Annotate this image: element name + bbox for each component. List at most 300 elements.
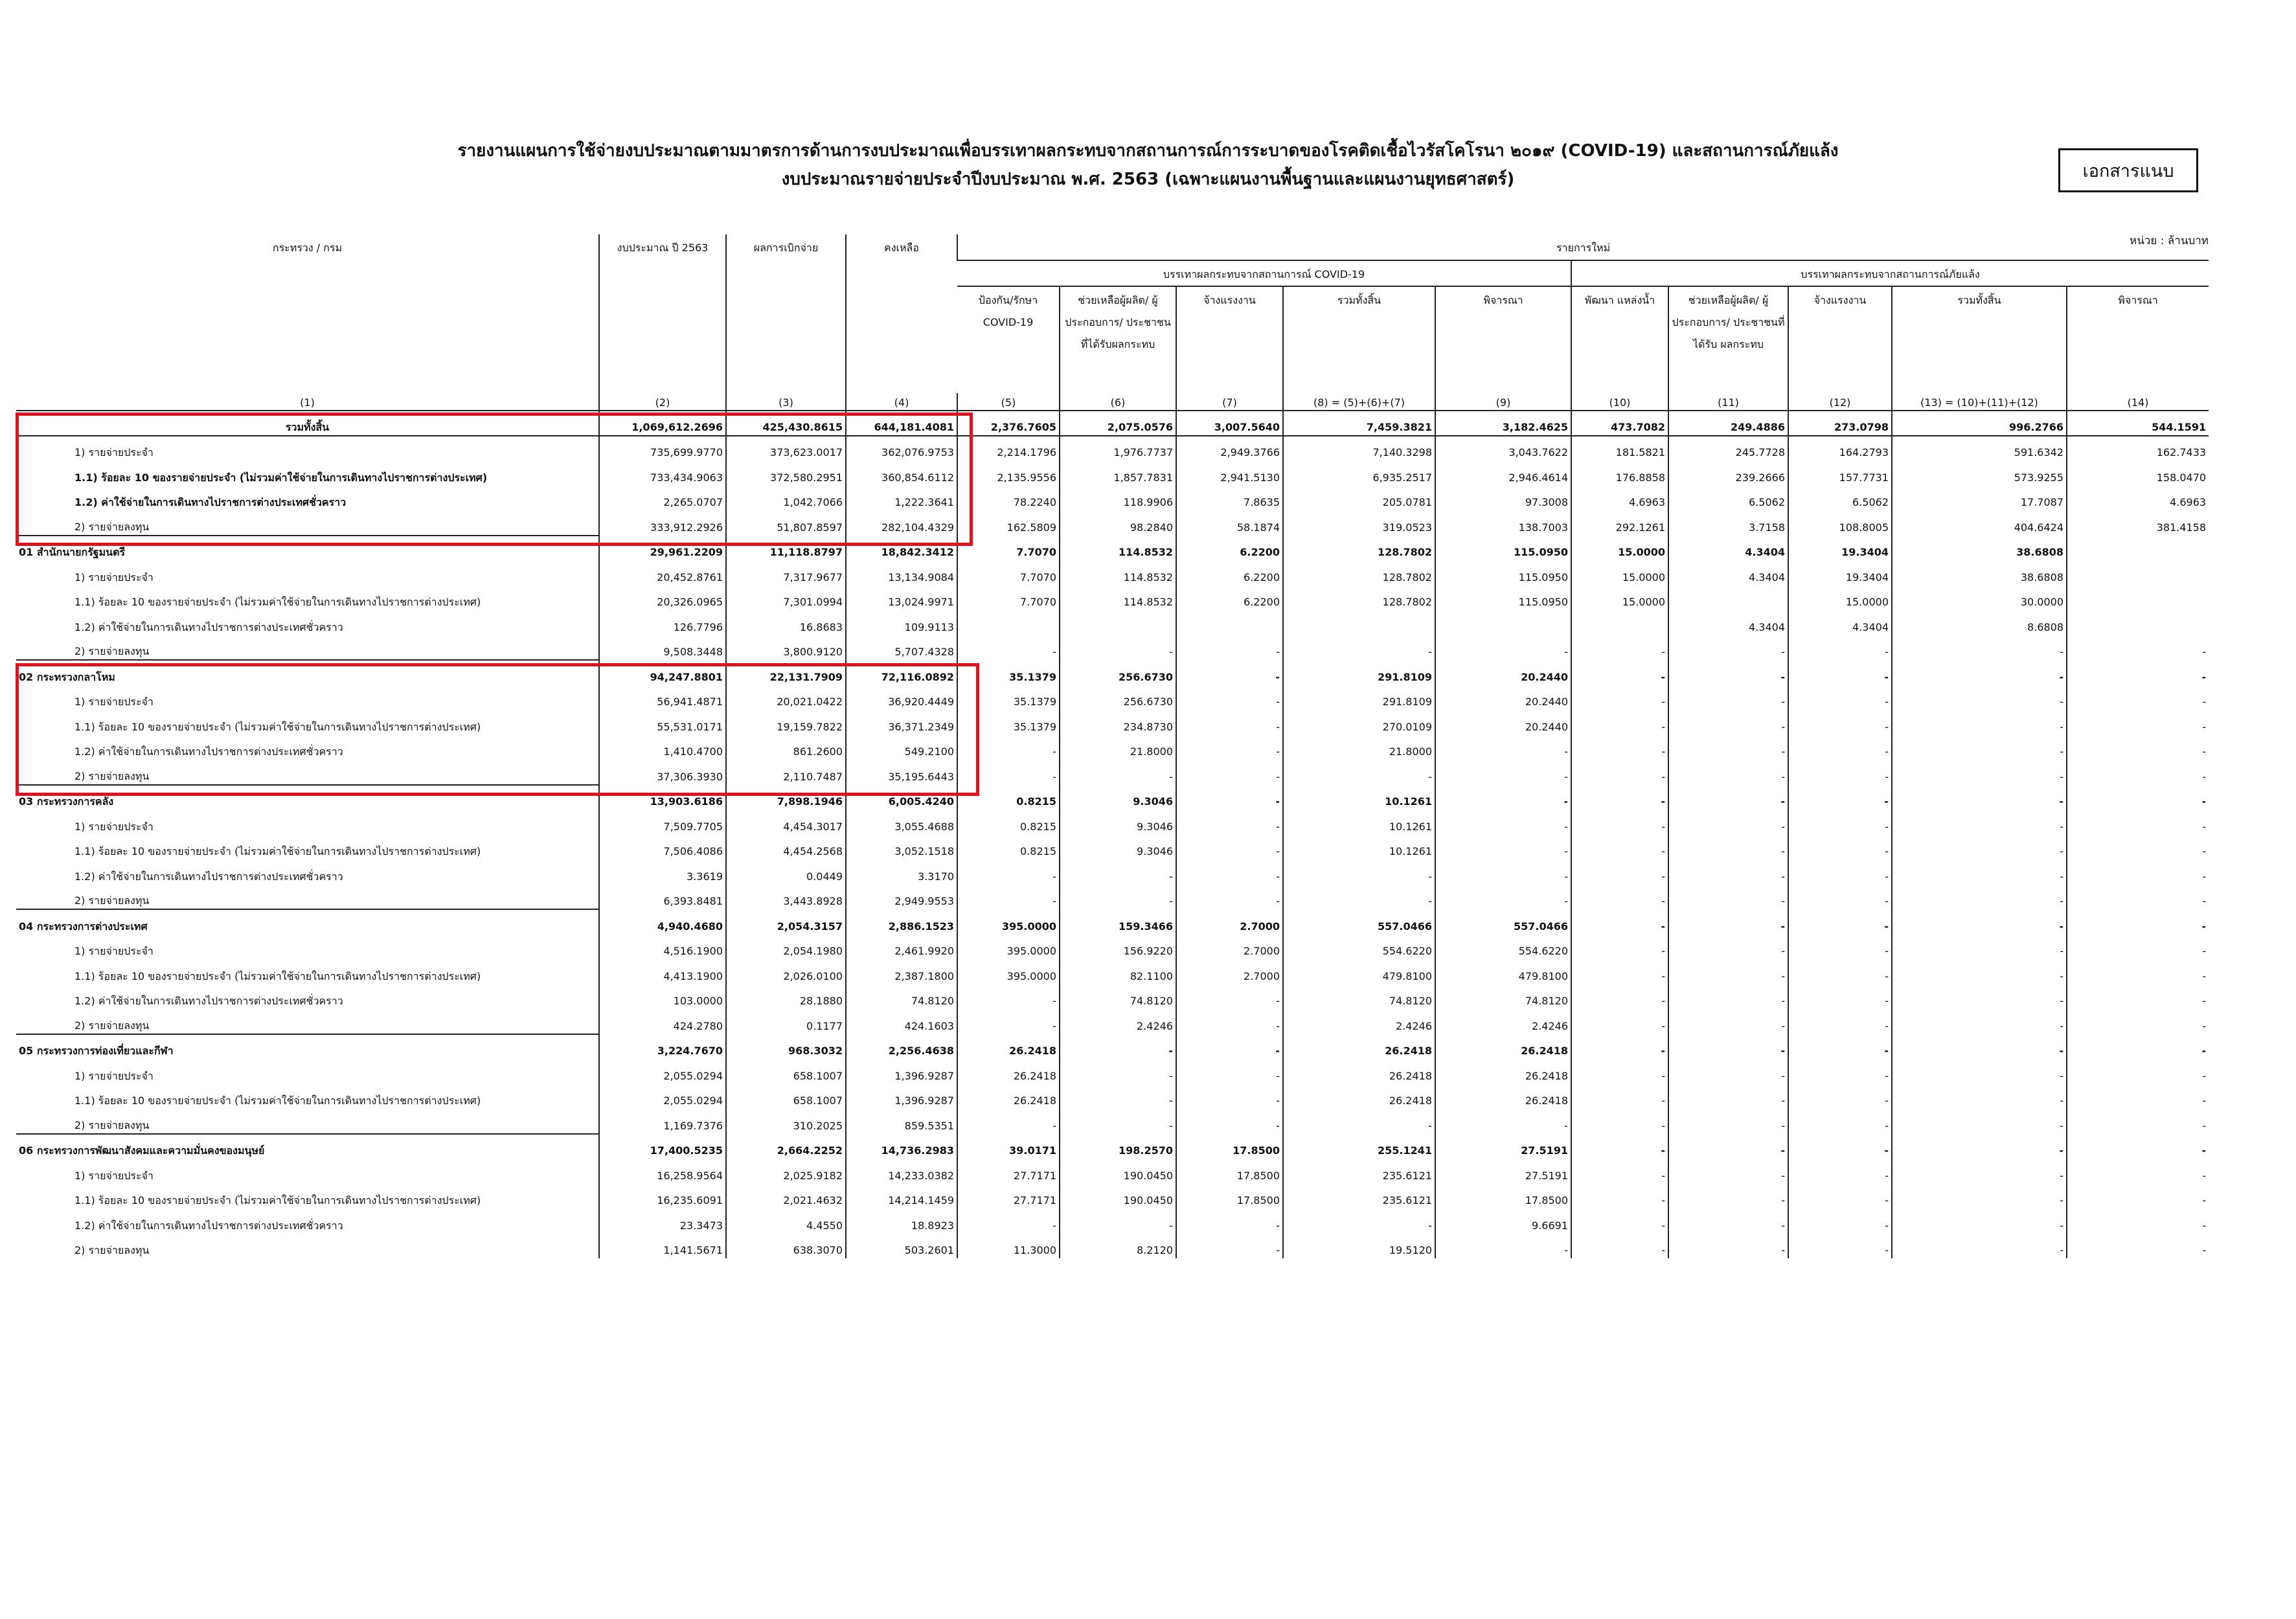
- cell-c2: 94,247.8801: [599, 660, 726, 685]
- row-label: 03 กระทรวงการคลัง: [16, 785, 599, 810]
- cell-c10: -: [1571, 1134, 1668, 1159]
- table-row: [16, 585, 2209, 611]
- row-label: 06 กระทรวงการพัฒนาสังคมและความมั่นคงของมนุษย์: [16, 1134, 599, 1159]
- header-c10: พัฒนา แหล่งน้ำ: [1571, 286, 1668, 393]
- cell-c2: 17,400.5235: [599, 1134, 726, 1159]
- cell-c4: 503.2601: [846, 1234, 957, 1259]
- cell-c12: 19.3404: [1788, 536, 1892, 561]
- cell-c5: -: [957, 859, 1060, 885]
- cell-c11: -: [1668, 1208, 1788, 1234]
- colnum-12: (12): [1788, 393, 1892, 411]
- cell-c8: 235.6121: [1283, 1159, 1435, 1184]
- cell-c8: [1283, 610, 1435, 635]
- table-row: [16, 1059, 2209, 1084]
- cell-c12: -: [1788, 1184, 1892, 1209]
- colnum-11: (11): [1668, 393, 1788, 411]
- cell-c10: -: [1571, 1208, 1668, 1234]
- cell-c3: 2,025.9182: [726, 1159, 846, 1184]
- row-label: 1.1) ร้อยละ 10 ของรายจ่ายประจำ (ไม่รวมค่าใช้จ่ายในการเดินทางไปราชการต่างประเทศ): [74, 471, 488, 484]
- cell-c14: -: [2067, 635, 2209, 661]
- cell-c9: 27.5191: [1435, 1159, 1571, 1184]
- cell-c12: -: [1788, 1208, 1892, 1234]
- colnum-2: (2): [599, 393, 726, 411]
- cell-c13: -: [1892, 809, 2067, 835]
- cell-c12: 15.0000: [1788, 585, 1892, 611]
- cell-c2: 2,265.0707: [599, 486, 726, 511]
- cell-c14: 381.4158: [2067, 510, 2209, 536]
- row-label: 1) รายจ่ายประจำ: [74, 945, 153, 957]
- cell-c8: 26.2418: [1283, 1059, 1435, 1084]
- cell-c10: 181.5821: [1571, 436, 1668, 461]
- cell-c8: 128.7802: [1283, 560, 1435, 585]
- cell-c9: 138.7003: [1435, 510, 1571, 536]
- colnum-9: (9): [1435, 393, 1571, 411]
- colnum-6: (6): [1060, 393, 1176, 411]
- cell-c5: 395.0000: [957, 959, 1060, 984]
- cell-c13: 38.6808: [1892, 560, 2067, 585]
- cell-c9: 3,182.4625: [1435, 411, 1571, 436]
- table-row: [16, 536, 2209, 561]
- cell-c11: -: [1668, 710, 1788, 735]
- table-row: [16, 436, 2209, 461]
- cell-c12: -: [1788, 685, 1892, 710]
- cell-c12: -: [1788, 934, 1892, 960]
- cell-c6: 9.3046: [1060, 835, 1176, 860]
- cell-c8: 2.4246: [1283, 1009, 1435, 1034]
- cell-c4: 14,233.0382: [846, 1159, 957, 1184]
- cell-c9: 479.8100: [1435, 959, 1571, 984]
- cell-c8: -: [1283, 635, 1435, 661]
- cell-c7: -: [1176, 984, 1283, 1010]
- cell-c12: -: [1788, 1034, 1892, 1059]
- cell-c14: -: [2067, 1208, 2209, 1234]
- cell-c9: 2.4246: [1435, 1009, 1571, 1034]
- cell-c7: -: [1176, 710, 1283, 735]
- cell-c8: -: [1283, 859, 1435, 885]
- table-row: [16, 635, 2209, 661]
- cell-c14: [2067, 585, 2209, 611]
- row-label: 01 สำนักนายกรัฐมนตรี: [16, 536, 599, 561]
- cell-c11: -: [1668, 809, 1788, 835]
- cell-c12: -: [1788, 909, 1892, 934]
- table-row: [16, 835, 2209, 860]
- cell-c7: 6.2200: [1176, 536, 1283, 561]
- cell-c9: 20.2440: [1435, 685, 1571, 710]
- cell-c3: 3,800.9120: [726, 635, 846, 661]
- cell-c7: 2.7000: [1176, 934, 1283, 960]
- cell-c11: -: [1668, 859, 1788, 885]
- cell-c11: 239.2666: [1668, 460, 1788, 486]
- cell-c14: -: [2067, 660, 2209, 685]
- row-label: 1) รายจ่ายประจำ: [74, 571, 153, 583]
- header-c6: ช่วยเหลือผู้ผลิต/ ผู้ประกอบการ/ ประชาชนที่ได้รับผลกระทบ: [1060, 286, 1176, 393]
- cell-c7: -: [1176, 1059, 1283, 1084]
- cell-c14: -: [2067, 934, 2209, 960]
- cell-c14: -: [2067, 760, 2209, 785]
- colnum-1: (1): [300, 396, 315, 409]
- cell-c13: -: [1892, 1234, 2067, 1259]
- cell-c11: 6.5062: [1668, 486, 1788, 511]
- cell-c4: 549.2100: [846, 735, 957, 760]
- cell-c3: 20,021.0422: [726, 685, 846, 710]
- row-label: 1) รายจ่ายประจำ: [74, 1069, 153, 1082]
- cell-c10: -: [1571, 835, 1668, 860]
- cell-c2: 733,434.9063: [599, 460, 726, 486]
- cell-c2: 7,509.7705: [599, 809, 726, 835]
- cell-c4: 36,371.2349: [846, 710, 957, 735]
- cell-c7: -: [1176, 885, 1283, 910]
- cell-c2: 424.2780: [599, 1009, 726, 1034]
- cell-c5: 26.2418: [957, 1034, 1060, 1059]
- cell-c3: 4,454.3017: [726, 809, 846, 835]
- cell-c2: 1,410.4700: [599, 735, 726, 760]
- cell-c12: -: [1788, 959, 1892, 984]
- cell-c9: 115.0950: [1435, 536, 1571, 561]
- cell-c8: 235.6121: [1283, 1184, 1435, 1209]
- header-drought-group: บรรเทาผลกระทบจากสถานการณ์ภัยแล้ง: [1571, 260, 2209, 286]
- cell-c10: -: [1571, 635, 1668, 661]
- cell-c5: 395.0000: [957, 934, 1060, 960]
- cell-c13: -: [1892, 885, 2067, 910]
- cell-c13: 8.6808: [1892, 610, 2067, 635]
- cell-c8: -: [1283, 1109, 1435, 1134]
- cell-c6: 1,857.7831: [1060, 460, 1176, 486]
- cell-c6: 1,976.7737: [1060, 436, 1176, 461]
- cell-c8: 291.8109: [1283, 685, 1435, 710]
- cell-c11: [1668, 585, 1788, 611]
- table-row: [16, 785, 2209, 810]
- cell-c9: 27.5191: [1435, 1134, 1571, 1159]
- cell-c6: 114.8532: [1060, 536, 1176, 561]
- cell-c8: 7,140.3298: [1283, 436, 1435, 461]
- cell-c4: 5,707.4328: [846, 635, 957, 661]
- cell-c6: -: [1060, 1034, 1176, 1059]
- cell-c4: 1,222.3641: [846, 486, 957, 511]
- colnum-7: (7): [1176, 393, 1283, 411]
- cell-c11: 4.3404: [1668, 560, 1788, 585]
- cell-c10: -: [1571, 785, 1668, 810]
- cell-c11: 245.7728: [1668, 436, 1788, 461]
- cell-c14: -: [2067, 1184, 2209, 1209]
- cell-c6: 198.2570: [1060, 1134, 1176, 1159]
- header-c5: ป้องกัน/รักษา COVID-19: [957, 286, 1060, 393]
- cell-c13: -: [1892, 760, 2067, 785]
- cell-c6: 114.8532: [1060, 585, 1176, 611]
- cell-c11: -: [1668, 984, 1788, 1010]
- cell-c12: -: [1788, 1159, 1892, 1184]
- cell-c6: 256.6730: [1060, 685, 1176, 710]
- header-covid-group: บรรเทาผลกระทบจากสถานการณ์ COVID-19: [957, 260, 1571, 286]
- cell-c11: 249.4886: [1668, 411, 1788, 436]
- cell-c3: 658.1007: [726, 1084, 846, 1109]
- cell-c5: 11.3000: [957, 1234, 1060, 1259]
- cell-c4: 859.5351: [846, 1109, 957, 1134]
- cell-c2: 55,531.0171: [599, 710, 726, 735]
- cell-c2: 7,506.4086: [599, 835, 726, 860]
- cell-c3: 28.1880: [726, 984, 846, 1010]
- cell-c14: -: [2067, 1109, 2209, 1134]
- cell-c10: -: [1571, 1109, 1668, 1134]
- cell-c8: 10.1261: [1283, 785, 1435, 810]
- cell-c12: -: [1788, 760, 1892, 785]
- cell-c14: -: [2067, 1159, 2209, 1184]
- cell-c6: [1060, 610, 1176, 635]
- table-row: [16, 1009, 2209, 1034]
- cell-c13: 573.9255: [1892, 460, 2067, 486]
- cell-c6: -: [1060, 1109, 1176, 1134]
- cell-c8: 19.5120: [1283, 1234, 1435, 1259]
- cell-c7: -: [1176, 859, 1283, 885]
- cell-c2: 126.7796: [599, 610, 726, 635]
- row-label: 2) รายจ่ายลงทุน: [74, 1118, 150, 1131]
- cell-c4: 362,076.9753: [846, 436, 957, 461]
- cell-c12: -: [1788, 835, 1892, 860]
- cell-c9: 97.3008: [1435, 486, 1571, 511]
- cell-c6: 2,075.0576: [1060, 411, 1176, 436]
- cell-c5: 2,135.9556: [957, 460, 1060, 486]
- header-disbursed: ผลการเบิกจ่าย: [726, 234, 846, 393]
- cell-c11: -: [1668, 1134, 1788, 1159]
- table-row: [16, 1109, 2209, 1134]
- cell-c13: -: [1892, 685, 2067, 710]
- cell-c4: 109.9113: [846, 610, 957, 635]
- cell-c3: 7,317.9677: [726, 560, 846, 585]
- cell-c7: -: [1176, 1234, 1283, 1259]
- cell-c8: 128.7802: [1283, 536, 1435, 561]
- header-budget: งบประมาณ ปี 2563: [599, 234, 726, 393]
- cell-c4: 14,214.1459: [846, 1184, 957, 1209]
- cell-c3: 7,301.0994: [726, 585, 846, 611]
- row-label: 1.1) ร้อยละ 10 ของรายจ่ายประจำ (ไม่รวมค่าใช้จ่ายในการเดินทางไปราชการต่างประเทศ): [74, 1094, 481, 1107]
- cell-c2: 20,452.8761: [599, 560, 726, 585]
- cell-c7: [1176, 610, 1283, 635]
- cell-c7: -: [1176, 785, 1283, 810]
- cell-c5: 27.7171: [957, 1159, 1060, 1184]
- cell-c7: -: [1176, 685, 1283, 710]
- cell-c14: [2067, 536, 2209, 561]
- row-label: 1.2) ค่าใช้จ่ายในการเดินทางไปราชการต่างประเทศชั่วคราว: [74, 620, 343, 633]
- cell-c7: -: [1176, 660, 1283, 685]
- cell-c2: 4,413.1900: [599, 959, 726, 984]
- cell-c5: 7.7070: [957, 585, 1060, 611]
- cell-c11: -: [1668, 1184, 1788, 1209]
- cell-c13: 30.0000: [1892, 585, 2067, 611]
- cell-c10: -: [1571, 809, 1668, 835]
- cell-c9: 26.2418: [1435, 1084, 1571, 1109]
- cell-c4: 18.8923: [846, 1208, 957, 1234]
- row-label: 2) รายจ่ายลงทุน: [74, 894, 150, 907]
- table-row: [16, 760, 2209, 785]
- row-label: 1.1) ร้อยละ 10 ของรายจ่ายประจำ (ไม่รวมค่าใช้จ่ายในการเดินทางไปราชการต่างประเทศ): [74, 969, 481, 982]
- cell-c2: 56,941.4871: [599, 685, 726, 710]
- cell-c5: 78.2240: [957, 486, 1060, 511]
- row-label: 2) รายจ่ายลงทุน: [74, 769, 150, 782]
- cell-c8: 554.6220: [1283, 934, 1435, 960]
- cell-c3: 0.1177: [726, 1009, 846, 1034]
- cell-c4: 1,396.9287: [846, 1059, 957, 1084]
- cell-c10: -: [1571, 909, 1668, 934]
- colnum-8: (8) = (5)+(6)+(7): [1283, 393, 1435, 411]
- cell-c6: 156.9220: [1060, 934, 1176, 960]
- cell-c4: 14,736.2983: [846, 1134, 957, 1159]
- cell-c4: 72,116.0892: [846, 660, 957, 685]
- table-row: [16, 735, 2209, 760]
- cell-c2: 20,326.0965: [599, 585, 726, 611]
- cell-c10: -: [1571, 934, 1668, 960]
- cell-c10: -: [1571, 1059, 1668, 1084]
- cell-c13: -: [1892, 959, 2067, 984]
- colnum-10: (10): [1571, 393, 1668, 411]
- cell-c5: 35.1379: [957, 710, 1060, 735]
- cell-c5: 39.0171: [957, 1134, 1060, 1159]
- table-row: [16, 560, 2209, 585]
- cell-c9: -: [1435, 885, 1571, 910]
- cell-c9: 74.8120: [1435, 984, 1571, 1010]
- cell-c13: -: [1892, 1084, 2067, 1109]
- unit-label: หน่วย : ล้านบาท: [2130, 234, 2209, 247]
- cell-c12: -: [1788, 1109, 1892, 1134]
- row-label: รวมทั้งสิ้น: [16, 411, 599, 436]
- cell-c8: 74.8120: [1283, 984, 1435, 1010]
- cell-c14: -: [2067, 835, 2209, 860]
- cell-c14: -: [2067, 785, 2209, 810]
- cell-c4: 3,052.1518: [846, 835, 957, 860]
- cell-c4: 1,396.9287: [846, 1084, 957, 1109]
- cell-c11: -: [1668, 1109, 1788, 1134]
- cell-c14: -: [2067, 1009, 2209, 1034]
- cell-c14: -: [2067, 1034, 2209, 1059]
- cell-c12: -: [1788, 1084, 1892, 1109]
- cell-c10: -: [1571, 1234, 1668, 1259]
- cell-c12: -: [1788, 1234, 1892, 1259]
- cell-c11: -: [1668, 635, 1788, 661]
- cell-c10: 176.8858: [1571, 460, 1668, 486]
- table-row: [16, 685, 2209, 710]
- cell-c4: 3.3170: [846, 859, 957, 885]
- cell-c7: -: [1176, 1084, 1283, 1109]
- cell-c9: -: [1435, 809, 1571, 835]
- cell-c2: 3,224.7670: [599, 1034, 726, 1059]
- cell-c6: 9.3046: [1060, 809, 1176, 835]
- cell-c4: 13,024.9971: [846, 585, 957, 611]
- cell-c2: 29,961.2209: [599, 536, 726, 561]
- cell-c6: -: [1060, 1059, 1176, 1084]
- cell-c8: 26.2418: [1283, 1034, 1435, 1059]
- cell-c8: 291.8109: [1283, 660, 1435, 685]
- cell-c14: [2067, 560, 2209, 585]
- cell-c13: 996.2766: [1892, 411, 2067, 436]
- cell-c10: 292.1261: [1571, 510, 1668, 536]
- cell-c10: -: [1571, 1159, 1668, 1184]
- cell-c5: 7.7070: [957, 536, 1060, 561]
- cell-c7: -: [1176, 1208, 1283, 1234]
- cell-c5: 27.7171: [957, 1184, 1060, 1209]
- cell-c6: 74.8120: [1060, 984, 1176, 1010]
- cell-c5: -: [957, 760, 1060, 785]
- cell-c9: 17.8500: [1435, 1184, 1571, 1209]
- cell-c12: -: [1788, 1009, 1892, 1034]
- row-label: 1.1) ร้อยละ 10 ของรายจ่ายประจำ (ไม่รวมค่าใช้จ่ายในการเดินทางไปราชการต่างประเทศ): [74, 845, 481, 857]
- cell-c9: -: [1435, 1109, 1571, 1134]
- cell-c3: 2,054.3157: [726, 909, 846, 934]
- cell-c2: 1,169.7376: [599, 1109, 726, 1134]
- cell-c11: 4.3404: [1668, 610, 1788, 635]
- table-row: [16, 710, 2209, 735]
- cell-c5: 0.8215: [957, 785, 1060, 810]
- cell-c10: -: [1571, 760, 1668, 785]
- row-label: 05 กระทรวงการท่องเที่ยวและกีฬา: [16, 1034, 599, 1059]
- cell-c8: 10.1261: [1283, 809, 1435, 835]
- cell-c10: -: [1571, 735, 1668, 760]
- cell-c12: -: [1788, 984, 1892, 1010]
- cell-c14: -: [2067, 885, 2209, 910]
- cell-c7: 3,007.5640: [1176, 411, 1283, 436]
- cell-c9: -: [1435, 859, 1571, 885]
- cell-c12: -: [1788, 660, 1892, 685]
- cell-c10: -: [1571, 859, 1668, 885]
- cell-c12: -: [1788, 885, 1892, 910]
- header-c13: รวมทั้งสิ้น: [1892, 286, 2067, 393]
- cell-c14: -: [2067, 859, 2209, 885]
- cell-c14: 162.7433: [2067, 436, 2209, 461]
- cell-c3: 310.2025: [726, 1109, 846, 1134]
- cell-c11: -: [1668, 1034, 1788, 1059]
- row-label: 1.1) ร้อยละ 10 ของรายจ่ายประจำ (ไม่รวมค่าใช้จ่ายในการเดินทางไปราชการต่างประเทศ): [74, 596, 481, 608]
- cell-c7: 6.2200: [1176, 560, 1283, 585]
- row-label: 1) รายจ่ายประจำ: [74, 696, 153, 708]
- cell-c12: -: [1788, 785, 1892, 810]
- cell-c6: 159.3466: [1060, 909, 1176, 934]
- cell-c11: -: [1668, 959, 1788, 984]
- cell-c13: -: [1892, 660, 2067, 685]
- cell-c10: -: [1571, 1009, 1668, 1034]
- cell-c9: 20.2440: [1435, 660, 1571, 685]
- cell-c6: 21.8000: [1060, 735, 1176, 760]
- cell-c7: -: [1176, 735, 1283, 760]
- cell-c2: 2,055.0294: [599, 1059, 726, 1084]
- row-label: 1) รายจ่ายประจำ: [74, 1169, 153, 1182]
- cell-c10: 15.0000: [1571, 560, 1668, 585]
- cell-c5: 0.8215: [957, 809, 1060, 835]
- cell-c3: 4.4550: [726, 1208, 846, 1234]
- cell-c5: -: [957, 885, 1060, 910]
- cell-c14: -: [2067, 984, 2209, 1010]
- cell-c2: 9,508.3448: [599, 635, 726, 661]
- cell-c11: 4.3404: [1668, 536, 1788, 561]
- cell-c3: 638.3070: [726, 1234, 846, 1259]
- cell-c13: -: [1892, 1109, 2067, 1134]
- cell-c6: 2.4246: [1060, 1009, 1176, 1034]
- cell-c4: 3,055.4688: [846, 809, 957, 835]
- cell-c4: 360,854.6112: [846, 460, 957, 486]
- cell-c6: 256.6730: [1060, 660, 1176, 685]
- cell-c10: 473.7082: [1571, 411, 1668, 436]
- cell-c2: 1,069,612.2696: [599, 411, 726, 436]
- cell-c9: 557.0466: [1435, 909, 1571, 934]
- cell-c12: 157.7731: [1788, 460, 1892, 486]
- cell-c5: 0.8215: [957, 835, 1060, 860]
- cell-c3: 2,110.7487: [726, 760, 846, 785]
- cell-c7: -: [1176, 1109, 1283, 1134]
- table-row: [16, 510, 2209, 536]
- cell-c11: -: [1668, 1009, 1788, 1034]
- table-row: [16, 1208, 2209, 1234]
- cell-c6: -: [1060, 635, 1176, 661]
- cell-c5: 162.5809: [957, 510, 1060, 536]
- cell-c10: 4.6963: [1571, 486, 1668, 511]
- cell-c4: 282,104.4329: [846, 510, 957, 536]
- cell-c6: -: [1060, 1084, 1176, 1109]
